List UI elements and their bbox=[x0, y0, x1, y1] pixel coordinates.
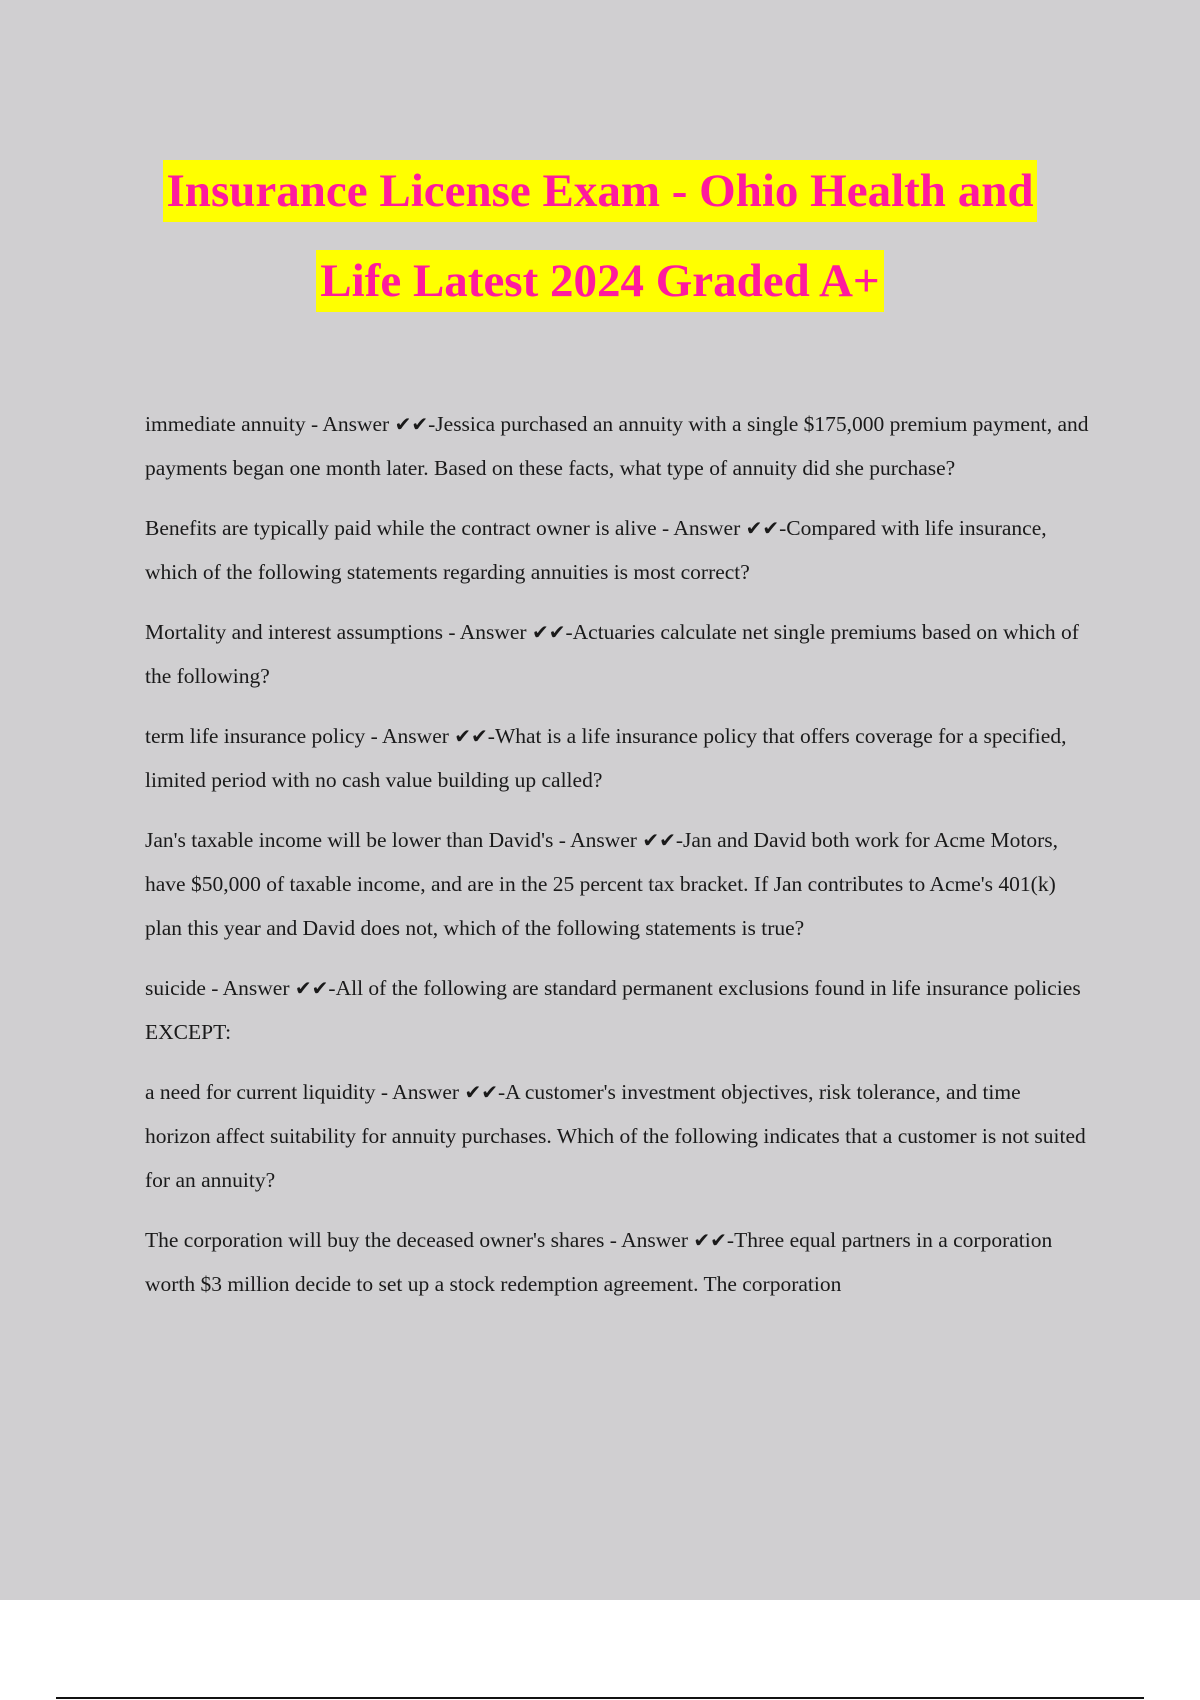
double-check-icon: ✔✔ bbox=[531, 620, 566, 644]
question-text: -All of the following are standard permanent exclusions found in life insurance policies EXCEPT: bbox=[145, 976, 1081, 1044]
double-check-icon: ✔✔ bbox=[454, 724, 488, 748]
answer-text: a need for current liquidity bbox=[145, 1080, 376, 1104]
qa-item-8 bbox=[145, 1218, 1090, 1306]
qa-item-5 bbox=[145, 818, 1090, 950]
qa-item-2 bbox=[145, 506, 1090, 594]
answer-text: Mortality and interest assumptions bbox=[145, 620, 443, 644]
answer-separator: - Answer bbox=[442, 620, 532, 644]
question-text: -Jan and David both work for Acme Motors, have $50,000 of taxable income, and are in the 25 percent tax bracket. If Jan contributes to Acme's 401(k) plan this year and David does not, which of the following statements is true? bbox=[145, 828, 1059, 940]
double-check-icon: ✔✔ bbox=[642, 828, 676, 852]
qa-list bbox=[145, 402, 1090, 1322]
qa-item-7 bbox=[145, 1070, 1090, 1202]
answer-text: The corporation will buy the deceased owner's shares bbox=[145, 1228, 605, 1252]
answer-text: Benefits are typically paid while the contract owner is alive bbox=[145, 516, 657, 540]
title-line-1: Insurance License Exam - Ohio Health and bbox=[163, 160, 1038, 222]
double-check-icon: ✔✔ bbox=[745, 516, 780, 540]
footer-rule bbox=[56, 1697, 1144, 1699]
question-text: -Jessica purchased an annuity with a single $175,000 premium payment, and payments began one month later. Based on these facts, what type of annuity did she purchase? bbox=[145, 412, 1089, 480]
answer-text: term life insurance policy bbox=[145, 724, 366, 748]
question-text: -What is a life insurance policy that offers coverage for a specified, limited period with no cash value building up called? bbox=[145, 724, 1067, 792]
answer-separator: - Answer bbox=[365, 724, 455, 748]
question-text: -Three equal partners in a corporation worth $3 million decide to set up a stock redemption agreement. The corporation bbox=[145, 1228, 1053, 1296]
answer-separator: - Answer bbox=[656, 516, 746, 540]
question-text: -A customer's investment objectives, risk tolerance, and time horizon affect suitability for annuity purchases. Which of the following indicates that a customer is not suited for an annuity? bbox=[145, 1080, 1086, 1192]
title-line-2: Life Latest 2024 Graded A+ bbox=[316, 250, 883, 312]
answer-text: immediate annuity bbox=[145, 412, 306, 436]
double-check-icon: ✔✔ bbox=[464, 1080, 498, 1104]
double-check-icon: ✔✔ bbox=[294, 976, 329, 1000]
document-title bbox=[0, 160, 1200, 340]
qa-item-6 bbox=[145, 966, 1090, 1054]
qa-item-4 bbox=[145, 714, 1090, 802]
answer-text: suicide bbox=[145, 976, 206, 1000]
answer-separator: - Answer bbox=[205, 976, 295, 1000]
answer-separator: - Answer bbox=[305, 412, 395, 436]
double-check-icon: ✔✔ bbox=[693, 1228, 727, 1252]
qa-item-1 bbox=[145, 402, 1090, 490]
double-check-icon: ✔✔ bbox=[394, 412, 429, 436]
question-text: -Actuaries calculate net single premiums based on which of the following? bbox=[145, 620, 1079, 688]
qa-item-3 bbox=[145, 610, 1090, 698]
answer-text: Jan's taxable income will be lower than David's bbox=[145, 828, 554, 852]
answer-separator: - Answer bbox=[604, 1228, 694, 1252]
answer-separator: - Answer bbox=[553, 828, 643, 852]
answer-separator: - Answer bbox=[375, 1080, 465, 1104]
question-text: -Compared with life insurance, which of the following statements regarding annuities is most correct? bbox=[145, 516, 1047, 584]
